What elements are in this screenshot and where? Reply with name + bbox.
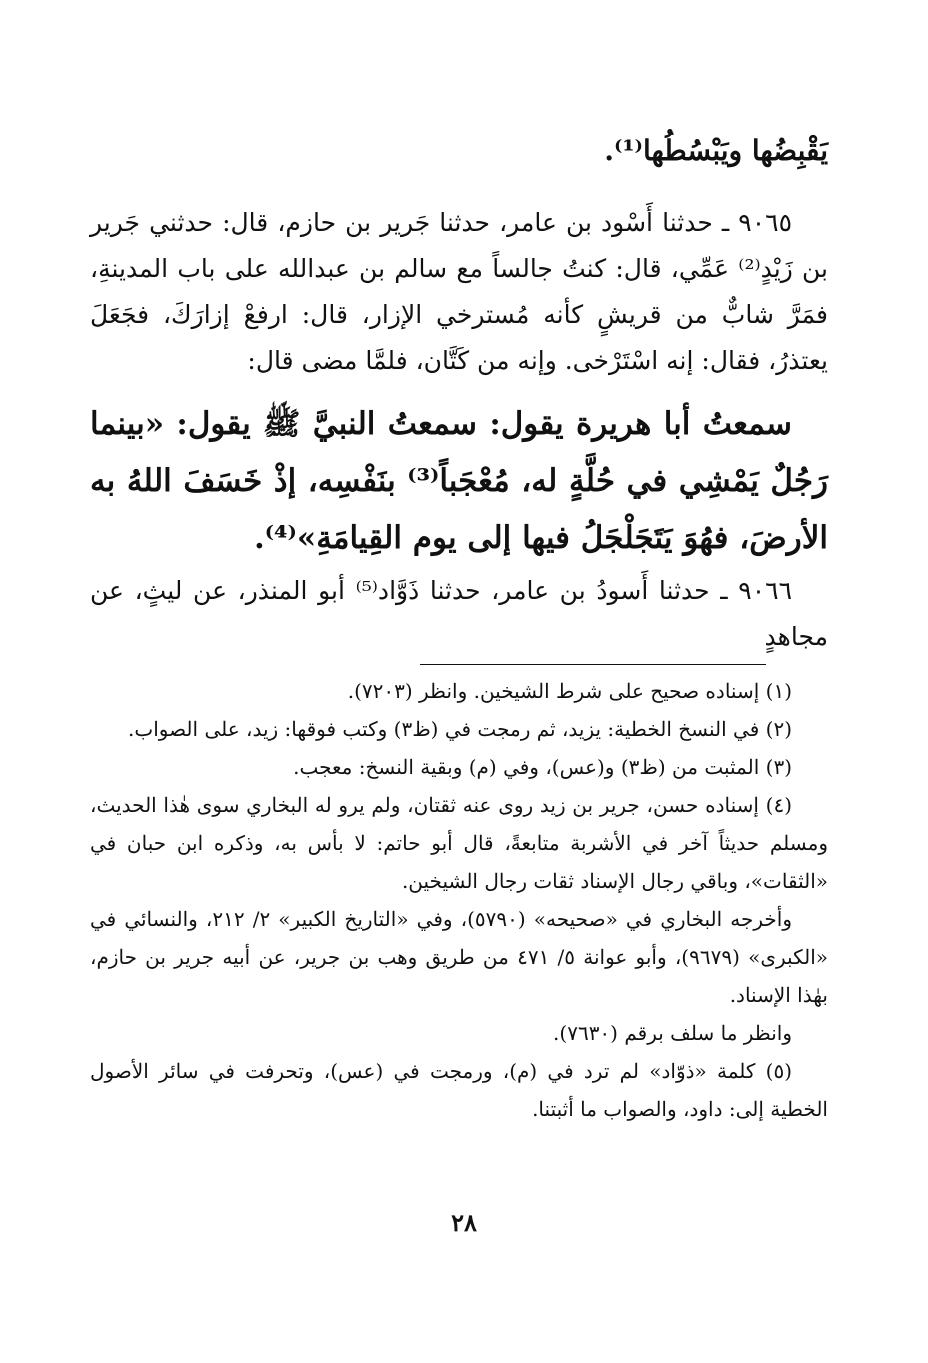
hadith-entry-9066: ٩٠٦٦ ـ حدثنا أَسودُ بن عامر، حدثنا ذَوَّاد⁽⁵⁾ أبو المنذر، عن ليثٍ، عن مجاهدٍ [90, 576, 828, 651]
hadith-text: سمعتُ أبا هريرة يقول: سمعتُ النبيَّ ﷺ يقول: «بينما رَجُلٌ يَمْشِي في حُلَّةٍ له، مُعْجَباً⁽³⁾ بنَفْسِه، إذْ خَسَفَ اللهُ به الأرضَ، فهُوَ يَتَجَلْجَلُ فيها إلى يوم القِيامَةِ»⁽⁴⁾. [90, 406, 829, 556]
footnote-4-see-also: وانظر ما سلف برقم (٧٦٣٠). [553, 1021, 792, 1045]
page-number: ٢٨ [451, 1208, 477, 1237]
hadith-entry-9065: ٩٠٦٥ ـ حدثنا أَسْود بن عامر، حدثنا جَرير بن حازم، قال: حدثني جَرير بن زَيْدٍ⁽²⁾ عَمِّي، قال: كنتُ جالساً مع سالم بن عبدالله على باب المدينةِ، فمَرَّ شابٌّ من قريشٍ كأنه مُسترخي الإزار، قال: ارفعْ إزارَكَ، فجَعَلَ يعتذرُ، فقال: إنه اسْتَرْخى. وإنه من كَتَّان، فلمَّا مضى قال: [90, 208, 828, 375]
footnote-4-continued: وأخرجه البخاري في «صحيحه» (٥٧٩٠)، وفي «التاريخ الكبير» ٢/ ٢١٢، والنسائي في «الكبرى» (٩٦٧٩)، وأبو عوانة ٥/ ٤٧١ من طريق وهب بن جرير، عن أبيه جرير بن حازم، بهٰذا الإسناد. [90, 907, 828, 1007]
footnotes-section [90, 672, 828, 1128]
footnote-5: (٥) كلمة «ذوّاد» لم ترد في (م)، ورمجت في (عس)، وتحرفت في سائر الأصول الخطية إلى: داود، والصواب ما أثبتنا. [90, 1059, 828, 1121]
footnote-separator [420, 664, 766, 665]
footnote-2: (٢) في النسخ الخطية: يزيد، ثم رمجت في (ظ٣) وكتب فوقها: زيد، على الصواب. [128, 717, 792, 741]
footnote-4: (٤) إسناده حسن، جرير بن زيد روى عنه ثقتان، ولم يرو له البخاري سوى هٰذا الحديث، ومسلم حديثاً آخر في الأشربة متابعةً، قال أبو حاتم: لا بأس به، وذكره ابن حبان في «الثقات»، وباقي رجال الإسناد ثقات رجال الشيخين. [90, 793, 828, 893]
footnote-1: (١) إسناده صحيح على شرط الشيخين. وانظر (٧٢٠٣). [347, 679, 792, 703]
opening-line: يَقْبِضُها ويَبْسُطُها⁽¹⁾. [604, 134, 828, 167]
footnote-3: (٣) المثبت من (ظ٣) و(عس)، وفي (م) وبقية النسخ: معجب. [293, 755, 792, 779]
